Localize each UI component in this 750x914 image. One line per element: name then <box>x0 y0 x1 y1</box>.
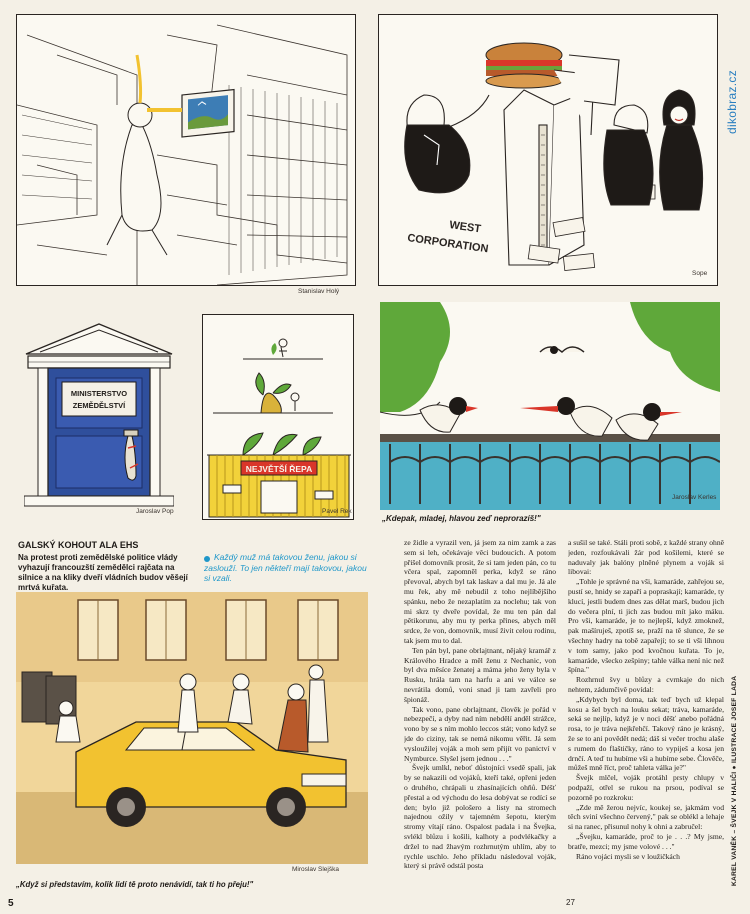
story-col2-p7: „Švejku, kamaráde, proč to je . . .? My jsme, bratře, mezci; my jsme volové . . ." <box>568 831 724 851</box>
credit-sope: Sope <box>692 270 708 277</box>
caption-kerles: „Kdepak, mladej, hlavou zeď neprorazíš!" <box>382 514 541 523</box>
caption-slejska: „Když si představím, kolik lidí tě proto nenávidí, tak ti ho přeju!" <box>16 880 254 889</box>
page-number-left: 5 <box>8 898 14 909</box>
credit-pop: Jaroslav Pop <box>136 508 174 515</box>
cartoon-sope-drawing <box>379 15 718 286</box>
story-col1-p3: Tak vono, pane obrlajtnant, člověk je pořád v nebezpečí, a dyby nad ním nebdělí anděl strážce, vono by se s ním mohlo leccos stát; vono když se jde do ciziny, tak se nemá nikomu věřit. Já sem vysloužilej voják a moh sem přijít vo panictví v Nymburce. Slyšel jsem jednou . . ." <box>404 704 556 763</box>
story-col1-p2: Ten pán byl, pane obrlajtnant, nějaký kramář z Králového Hradce a měl ženu z Nechanic, von byl dva měsíce ženatej a máma jeho ženy byla v Rusku, hrála tam na harfu a ani ve válce se nevrátila domů, voni snad ji tam zavřeli pro špionáž. <box>404 645 556 704</box>
story-col1-p1: ze židle a vyrazil ven, já jsem za nim zamk a zas sem si leh, očekávaje věci budoucích. A potom přišel domovník prosit, že si tam jeden pán, co tu včera spal, zapomněl perka, když se ráno převoval, abych byl tak laskav a dal mu je. Já ale mu řek, aby mě nebudil z toho nejlíbějšího spánku, nebo že nezaplatím za noclehu; tak von mi skrz ty dveře povídal, že mu ten pán dal pětikorunu, aby mu ty perka přines, abych měl srdce, že von, domovník, musí živit celou rodinu, tak jsem mu to dal. <box>404 538 556 645</box>
story-col2-p5: Švejk mlčel, voják protáhl prsty chlupy v podpaží, otřel se rukou na prsou, podíval se pozorně po rozkroku: <box>568 773 724 802</box>
svg-text:MINISTERSTVO: MINISTERSTVO <box>70 389 128 398</box>
story-col2-p4: „Kdybych byl doma, tak teď bych už klepal kosu a šel bych na louku sekat; tráva, kamaráde, seká se nejlíp, když je v noci děšť anebo pořádná rosa, to je tráva nejkřehčí. Takový ráno je krásný, že se to ani povědět nedá; dáš si večer trochu alaše s rumem do flaštičky, ráno to vypiješ a kosa jen drnčí. A teď tu hubíme vši a hubíme sebe. Člověče, můžeš mně říct, proč tahleta válka je?" <box>568 694 724 773</box>
svg-text:ZEMĚDĚLSTVÍ: ZEMĚDĚLSTVÍ <box>72 401 126 410</box>
vertical-credit: KAREL VANĚK – ŠVEJK V HALIČI ● ILUSTRACE JOSEF LADA <box>731 675 738 886</box>
story-col2-p3: Rozhrnul švy u blůzy a cvrnkaje do nich nehtem, zádumčivě povídal: <box>568 675 724 694</box>
story-col2-p2: „Tohle je správné na vši, kamaráde, zahřejou se, pustí se, hnidy se zapaří a popraskají; kamaráde, ty klucí, jestli budem dnes zas dělat marš, budou jich do večera plní, ti jich zas budou mít jako máku. Pro vši, kamaráde, je to nejlepší, když zmoknež, pak mašíruješ, zpotíš se, praží na tě slunce, že se všechny hadry na tobě zapařejí; to se ti vši líhnou v tom samy, jako pod kvočnou kuřata. To je, kamaráde, všecko zešpiny; tahle válka není nic než špína." <box>568 577 724 675</box>
cartoon-holy-drawing <box>17 15 356 286</box>
story-column-2 <box>568 538 724 890</box>
cartoon-slejska <box>16 592 368 864</box>
story-col2-p1: a sušil se také. Stáli proti sobě, z každé strany ohně jeden, rozfoukávali žár pod košilemi, které se naduvaly jak balóny plněné plynem a voják si libovai: <box>568 538 724 577</box>
sandwich-image <box>486 43 562 88</box>
cartoon-holy <box>16 14 356 286</box>
article-body: Na protest proti zemědělské politice vlády vyhazují francouzští zemědělci rajčata na silnice a na kliky dveří vládních budov věšejí mrtvá kuřata. <box>18 553 188 592</box>
cartoon-rek-drawing <box>203 315 354 520</box>
credit-rek: Pavel Rek <box>322 508 352 515</box>
svg-text:NEJVĚTŠÍ ŘEPA: NEJVĚTŠÍ ŘEPA <box>245 464 313 474</box>
story-col1-p4: Švejk umlkl, neboť důstojníci vsedě spali, jak by se nakazili od vojáků, kteří také, opřeni jeden o druhého, chrápali u zhasínajících ohňů. Déšť přestal a od východu do lesa dobývat se rodící se den; bylo již pološero a listy na stromech najednou ožily v tajemném šepotu, kterým stromy vítají ráno. Ospalost padala i na Švejka, svlékl blůzu i košili, kalhoty a podvlékačky a držel to nad žhavým rozhrnutým uhlím, aby to rychle uschlo. Jeho příkladu následoval voják, který si právě odstál posta <box>404 763 556 871</box>
cartoon-rek <box>202 314 354 520</box>
cartoon-slejska-drawing <box>16 592 368 864</box>
article-heading: GALSKÝ KOHOUT ALA EHS <box>18 540 139 550</box>
watermark: dikobraz.cz <box>725 70 739 134</box>
cartoon-sope <box>378 14 718 286</box>
cartoon-pop <box>24 318 174 508</box>
credit-holy: Stanislav Holý <box>298 288 340 295</box>
svg-text:CORPORATION: CORPORATION <box>406 232 490 256</box>
svg-text:WEST: WEST <box>448 219 482 236</box>
quote-text: Každý muž má takovou ženu, jakou si zaslouží. To jen někteří mají takovou, jakou si vzali. <box>204 552 367 583</box>
cartoon-kerles <box>380 302 720 510</box>
story-column-1 <box>404 538 556 890</box>
cartoon-pop-drawing <box>24 318 174 508</box>
credit-slejska: Miroslav Slejška <box>292 866 339 873</box>
story-col2-p6: „Zde mě žerou nejvíc, koukej se, jakmám vod těch sviní všechno červený," pak se oblékl a lehaje si na ranec, přisunul nohy k ohni a zabručel: <box>568 802 724 832</box>
page-number-right: 27 <box>566 898 575 907</box>
credit-kerles: Jaroslav Kerles <box>672 494 717 501</box>
story-col2-p8: Ráno vojáci mysli se v loužičkách <box>576 851 680 861</box>
cartoon-kerles-drawing <box>380 302 720 510</box>
